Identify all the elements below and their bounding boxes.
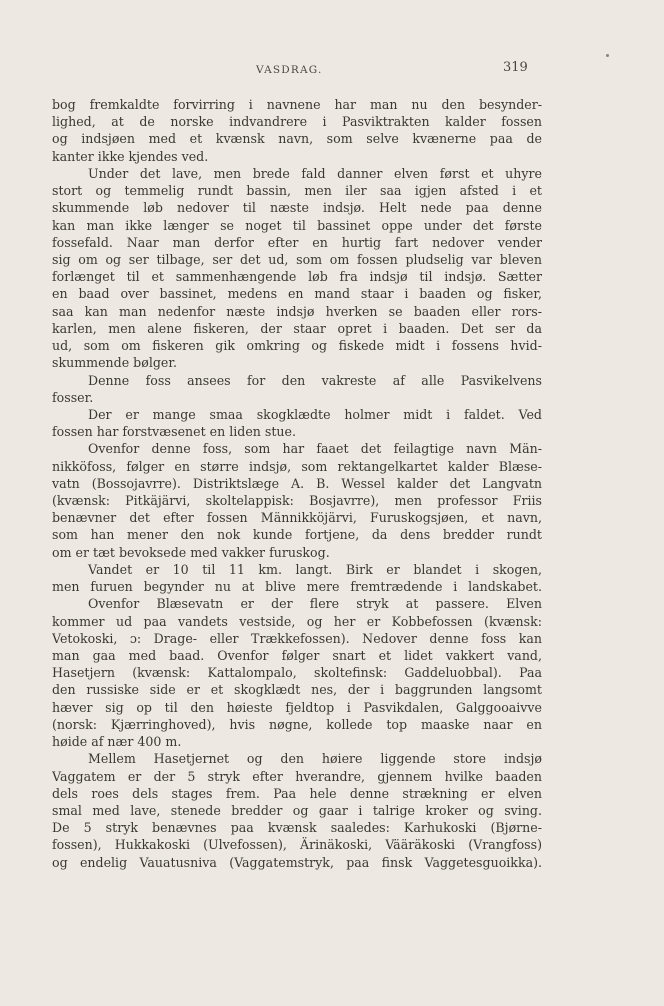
text-line: man gaa med baad. Ovenfor følger snart et lidet vakkert vand, xyxy=(52,648,542,663)
text-line: De 5 stryk benævnes paa kvænsk saaledes: Karhukoski (Bjørne- xyxy=(52,820,542,836)
text-line: Under det lave, men brede fald danner elven først et uhyre xyxy=(88,165,542,181)
text-line: skummende bølger. xyxy=(52,355,177,371)
text-line: Ovenfor denne foss, som har faaet det feilagtige navn Män- xyxy=(88,441,542,457)
text-line: fossen), Hukkakoski (Ulvefossen), Ärinäkoski, Vääräkoski (Vrangfoss) xyxy=(52,837,542,853)
text-line: Der er mange smaa skogklædte holmer midt i faldet. Ved xyxy=(88,406,542,422)
text-line: (norsk: Kjærringhoved), hvis nøgne, kollede top maaske naar en xyxy=(52,716,542,732)
text-line: men furuen begynder nu at blive mere fremtrædende i landskabet. xyxy=(52,579,542,595)
text-line: bog fremkaldte forvirring i navnene har man nu den besynder- xyxy=(52,97,542,112)
text-line: skummende løb nedover til næste indsjø. Helt nede paa denne xyxy=(52,200,542,216)
text-line: benævner det efter fossen Männikköjärvi, Furuskogsjøen, et navn, xyxy=(52,510,542,526)
text-line: kan man ikke længer se noget til bassinet oppe under det første xyxy=(52,217,542,233)
text-line: nikköfoss, følger en større indsjø, som rektangelkartet kalder Blæse- xyxy=(52,458,542,474)
text-line: og indsjøen med et kvænsk navn, som selve kvænerne paa de xyxy=(52,131,542,147)
text-line: som han mener den nok kunde fortjene, da dens bredder rundt xyxy=(52,527,542,543)
page-header xyxy=(0,60,664,80)
text-line: Mellem Hasetjernet og den høiere liggende store indsjø xyxy=(88,751,542,767)
text-line: Hasetjern (kvænsk: Kattalompalo, skoltefinsk: Gaddeluobbal). Paa xyxy=(52,665,542,681)
body-text xyxy=(52,96,542,871)
text-line: den russiske side er et skogklædt nes, der i baggrunden langsomt xyxy=(52,682,542,698)
running-title: VASDRAG. xyxy=(256,64,323,76)
text-line: Vetokoski, ɔ: Drage- eller Trækkefossen). Nedover denne foss kan xyxy=(52,630,542,646)
text-line: sig om og ser tilbage, ser det ud, som om fossen pludselig var bleven xyxy=(52,251,542,267)
text-line: (kvænsk: Pitkäjärvi, skoltelappisk: Bosjavrre), men professor Friis xyxy=(52,493,542,509)
text-line: saa kan man nedenfor næste indsjø hverken se baaden eller rors- xyxy=(52,303,542,319)
text-line: høide af nær 400 m. xyxy=(52,734,182,750)
speck-mark xyxy=(606,54,609,57)
text-line: kanter ikke kjendes ved. xyxy=(52,148,209,164)
text-line: Denne foss ansees for den vakreste af alle Pasvikelvens xyxy=(88,372,542,388)
text-line: forlænget til et sammenhængende løb fra indsjø til indsjø. Sætter xyxy=(52,269,542,285)
text-line: om er tæt bevoksede med vakker furuskog. xyxy=(52,544,330,560)
text-line: fossen har forstvæsenet en liden stue. xyxy=(52,424,297,440)
text-line: fosser. xyxy=(52,389,94,405)
text-line: karlen, men alene fiskeren, der staar opret i baaden. Det ser da xyxy=(52,320,542,336)
text-line: dels roes dels stages frem. Paa hele denne strækning er elven xyxy=(52,785,542,801)
text-line: en baad over bassinet, medens en mand staar i baaden og fisker, xyxy=(52,286,542,302)
text-line: fossefald. Naar man derfor efter en hurtig fart nedover vender xyxy=(52,234,542,250)
text-line: smal med lave, stenede bredder og gaar i talrige kroker og sving. xyxy=(52,802,542,818)
text-line: Vaggatem er der 5 stryk efter hverandre, gjennem hvilke baaden xyxy=(52,768,542,784)
text-line: Vandet er 10 til 11 km. langt. Birk er blandet i skogen, xyxy=(88,561,542,577)
text-line: vatn (Bossojavrre). Distriktslæge A. B. Wessel kalder det Langvatn xyxy=(52,475,542,491)
text-line: lighed, at de norske indvandrere i Pasviktrakten kalder fossen xyxy=(52,114,542,130)
text-line: ud, som om fiskeren gik omkring og fiskede midt i fossens hvid- xyxy=(52,338,542,354)
text-line: Ovenfor Blæsevatn er der flere stryk at passere. Elven xyxy=(88,596,542,612)
page-number: 319 xyxy=(503,60,528,75)
text-line: hæver sig op til den høieste fjeldtop i Pasvikdalen, Galggooaivve xyxy=(52,699,542,715)
text-line: kommer ud paa vandets vestside, og her er Kobbefossen (kvænsk: xyxy=(52,613,542,629)
text-line: stort og temmelig rundt bassin, men iler saa igjen afsted i et xyxy=(52,183,542,199)
text-line: og endelig Vauatusniva (Vaggatemstryk, paa finsk Vaggetesguoikka). xyxy=(52,854,542,870)
